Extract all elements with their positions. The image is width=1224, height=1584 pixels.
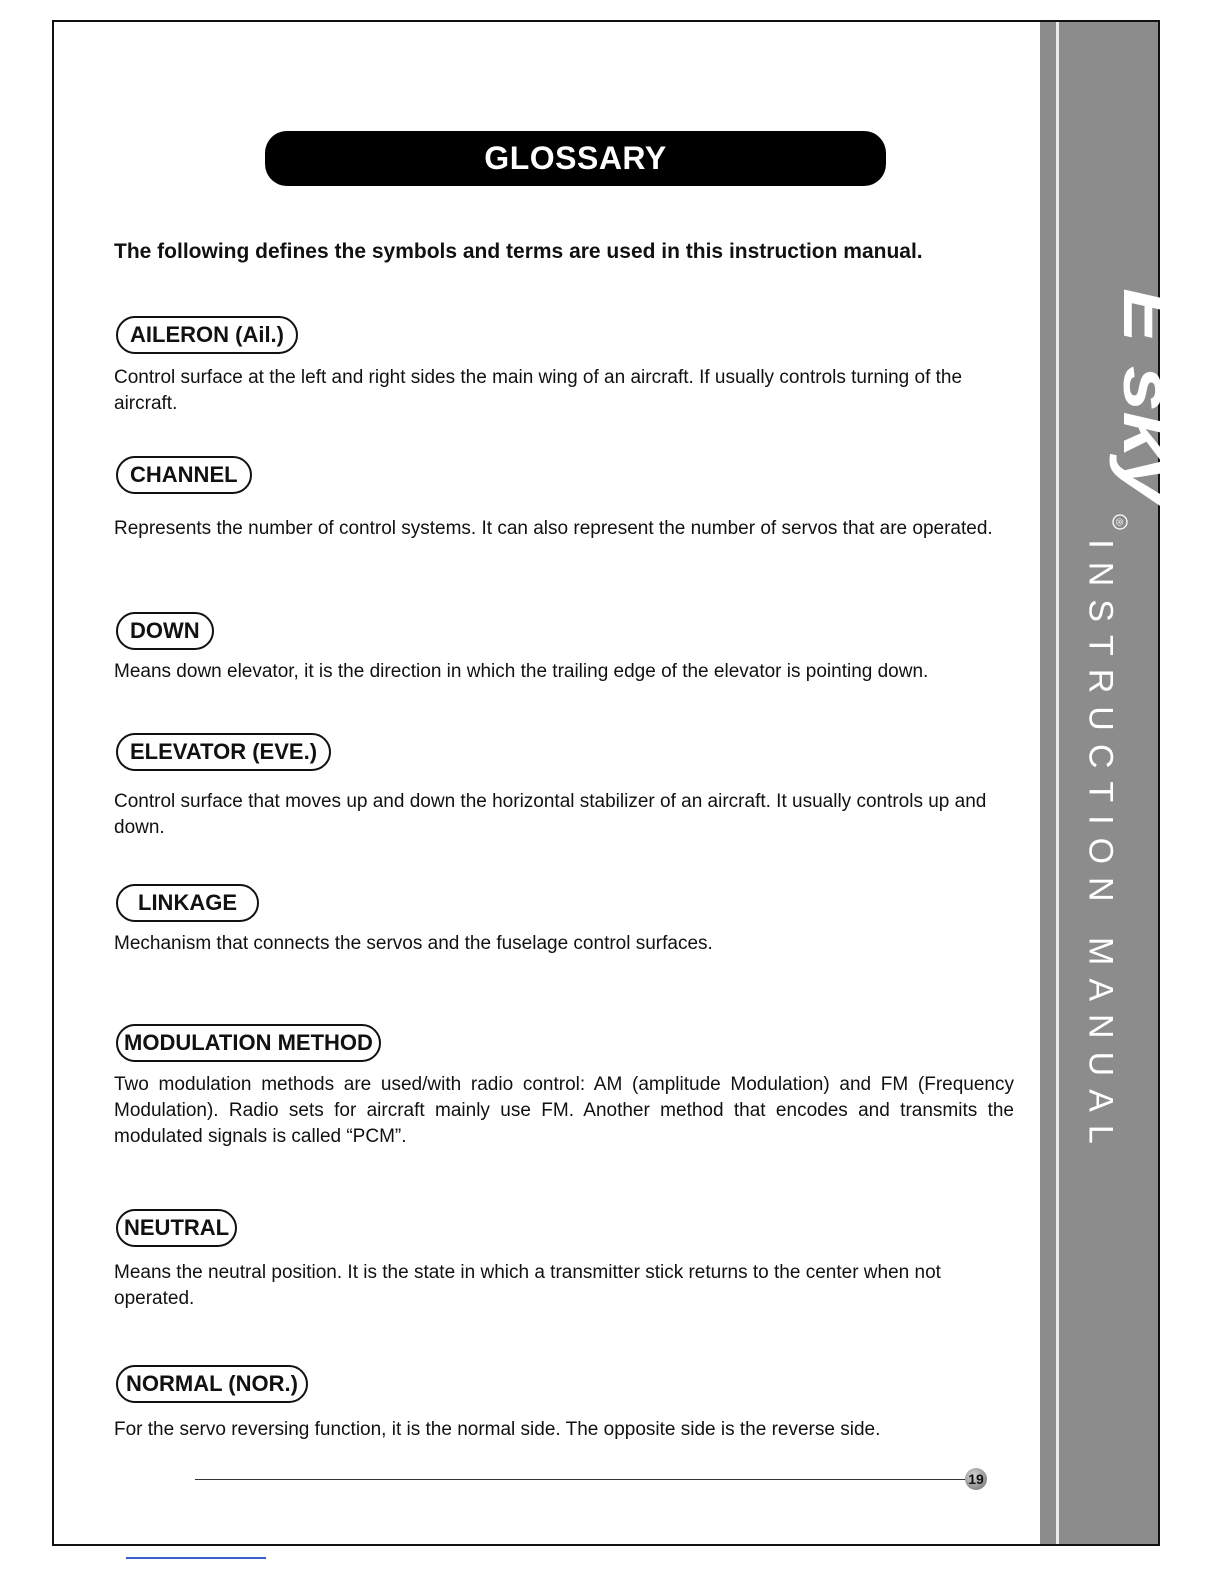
term-channel: CHANNEL (116, 456, 252, 494)
page-number: 19 (965, 1468, 987, 1490)
definition-channel: Represents the number of control systems. It can also represent the number of servos that are operated. (114, 518, 993, 539)
bottom-underline (126, 1557, 266, 1559)
term-elevator: ELEVATOR (EVE.) (116, 733, 331, 771)
definition-normal: For the servo reversing function, it is the normal side. The opposite side is the reverse side. (114, 1419, 881, 1440)
registered-mark: ® (1113, 518, 1124, 526)
definition-modulation-method: Two modulation methods are used/with radio control: AM (amplitude Modulation) and FM (Frequency Modulation). Radio sets for aircraft mainly use FM. Another method that encodes and transmits the modulated signals is called “PCM”. (114, 1074, 1014, 1147)
definition-aileron: Control surface at the left and right sides the main wing of an aircraft. If usually controls turning of the aircraft. (114, 367, 963, 414)
footer-rule (195, 1479, 970, 1480)
term-normal: NORMAL (NOR.) (116, 1365, 308, 1403)
term-linkage: LINKAGE (116, 884, 259, 922)
sidebar-stripe (1056, 22, 1059, 1544)
term-modulation-method: MODULATION METHOD (116, 1024, 381, 1062)
term-neutral: NEUTRAL (116, 1209, 237, 1247)
definition-down: Means down elevator, it is the direction in which the trailing edge of the elevator is pointing down. (114, 661, 929, 682)
definition-linkage: Mechanism that connects the servos and the fuselage control surfaces. (114, 933, 713, 954)
intro-text: The following defines the symbols and terms are used in this instruction manual. (114, 240, 923, 263)
logo-brand-text: E sky (1109, 288, 1187, 471)
esky-logo (1062, 288, 1187, 538)
definition-neutral: Means the neutral position. It is the state in which a transmitter stick returns to the center when not operated. (114, 1262, 941, 1309)
page-title: GLOSSARY (265, 131, 886, 186)
definition-elevator: Control surface that moves up and down the horizontal stabilizer of an aircraft. It usually controls up and down. (114, 791, 987, 838)
term-aileron: AILERON (Ail.) (116, 316, 298, 354)
instruction-manual-label: INSTRUCTION MANUAL (1081, 539, 1120, 1157)
term-down: DOWN (116, 612, 214, 650)
